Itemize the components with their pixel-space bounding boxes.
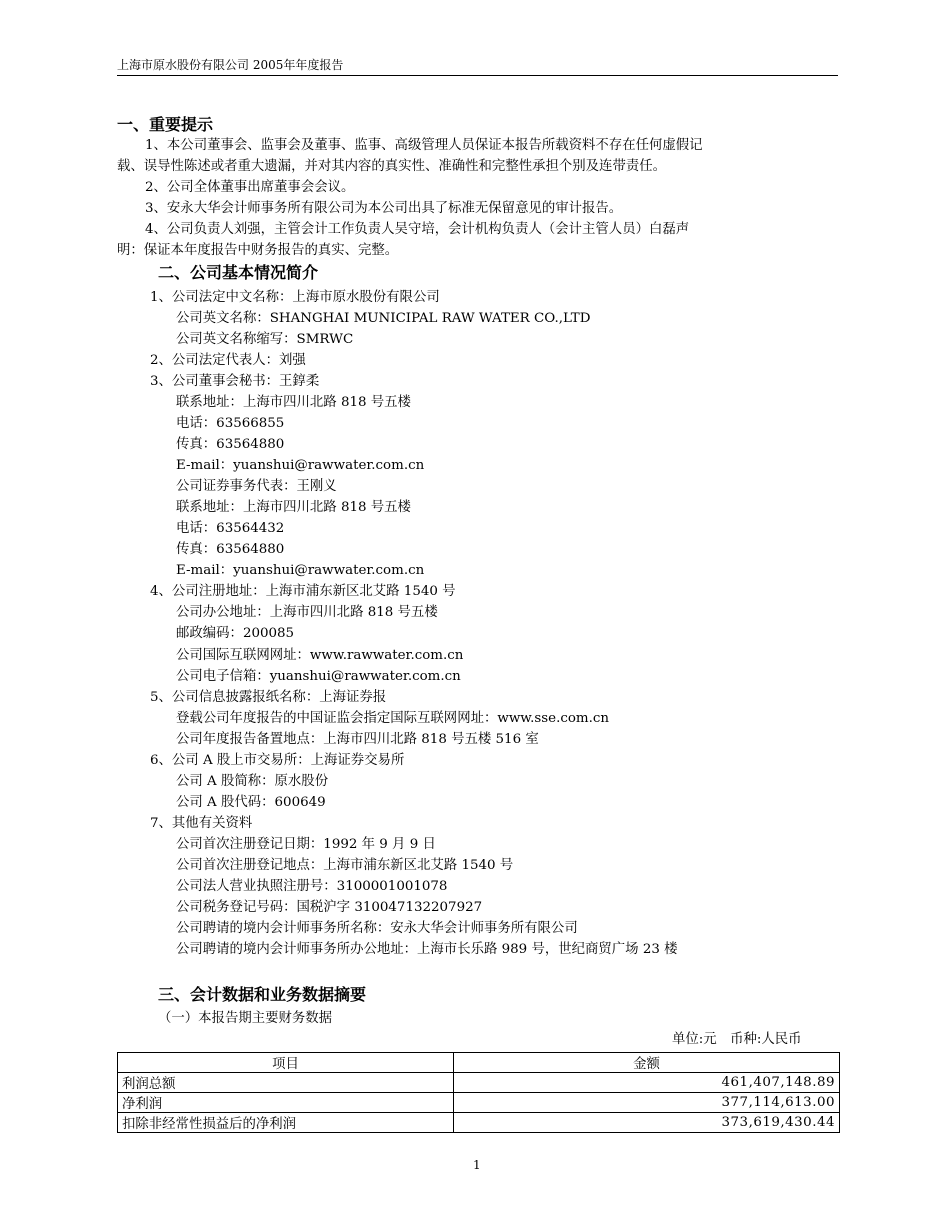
s1-paragraph-3: 3、安永大华会计师事务所有限公司为本公司出具了标准无保留意见的审计报告。 bbox=[145, 201, 623, 216]
s2-line: 公司税务登记号码：国税沪字 310047132207927 bbox=[176, 900, 483, 915]
s2-line: 联系地址：上海市四川北路 818 号五楼 bbox=[176, 395, 411, 410]
s2-line: 电话：63566855 bbox=[176, 416, 285, 431]
header-rule bbox=[117, 75, 838, 76]
table-header-row bbox=[118, 1053, 840, 1073]
s2-line: 传真：63564880 bbox=[176, 542, 285, 557]
table-cell-item: 利润总额 bbox=[118, 1073, 454, 1093]
s3-subtitle: （一）本报告期主要财务数据 bbox=[158, 1011, 333, 1026]
s2-line: 4、公司注册地址：上海市浦东新区北艾路 1540 号 bbox=[150, 584, 456, 599]
table-row bbox=[118, 1093, 840, 1113]
running-header: 上海市原水股份有限公司 2005年年度报告 bbox=[117, 58, 344, 72]
s2-line: 2、公司法定代表人：刘强 bbox=[150, 353, 306, 368]
s2-line: 5、公司信息披露报纸名称：上海证券报 bbox=[150, 690, 387, 705]
section-1-title: 一、重要提示 bbox=[117, 115, 214, 134]
s2-line: 公司首次注册登记日期：1992 年 9 月 9 日 bbox=[176, 837, 436, 852]
s2-line: 公司聘请的境内会计师事务所办公地址：上海市长乐路 989 号，世纪商贸广场 23 楼 bbox=[176, 942, 678, 957]
financial-data-table bbox=[117, 1052, 840, 1133]
table-row bbox=[118, 1113, 840, 1133]
table-cell-amount: 461,407,148.89 bbox=[454, 1073, 840, 1093]
s2-line: 公司 A 股简称：原水股份 bbox=[176, 774, 329, 789]
s2-line: 公司法人营业执照注册号：3100001001078 bbox=[176, 879, 448, 894]
s2-line: E-mail：yuanshui@rawwater.com.cn bbox=[176, 563, 425, 578]
table-cell-amount: 373,619,430.44 bbox=[454, 1113, 840, 1133]
s1-paragraph-1a: 1、本公司董事会、监事会及董事、监事、高级管理人员保证本报告所载资料不存在任何虚假记 bbox=[145, 138, 703, 153]
s2-line: 公司聘请的境内会计师事务所名称：安永大华会计师事务所有限公司 bbox=[176, 921, 578, 936]
s1-paragraph-4a: 4、公司负责人刘强，主管会计工作负责人吴守培，会计机构负责人（会计主管人员）白磊声 bbox=[145, 222, 690, 237]
s2-line: 传真：63564880 bbox=[176, 437, 285, 452]
s2-line: 联系地址：上海市四川北路 818 号五楼 bbox=[176, 500, 411, 515]
s2-line: 公司首次注册登记地点：上海市浦东新区北艾路 1540 号 bbox=[176, 858, 514, 873]
s2-line: 登载公司年度报告的中国证监会指定国际互联网网址：www.sse.com.cn bbox=[176, 711, 609, 726]
s2-line: 1、公司法定中文名称：上海市原水股份有限公司 bbox=[150, 290, 440, 305]
section-2-title: 二、公司基本情况简介 bbox=[158, 263, 319, 282]
s2-line: 7、其他有关资料 bbox=[150, 816, 253, 831]
s2-line: 3、公司董事会秘书：王錞柔 bbox=[150, 374, 320, 389]
table-cell-item: 净利润 bbox=[118, 1093, 454, 1113]
table-cell-amount: 377,114,613.00 bbox=[454, 1093, 840, 1113]
s2-line: 公司电子信箱：yuanshui@rawwater.com.cn bbox=[176, 669, 461, 684]
s1-paragraph-1b: 载、误导性陈述或者重大遗漏，并对其内容的真实性、准确性和完整性承担个别及连带责任。 bbox=[117, 159, 667, 174]
table-row bbox=[118, 1073, 840, 1093]
s1-paragraph-2: 2、公司全体董事出席董事会会议。 bbox=[145, 180, 355, 195]
s2-line: 6、公司 A 股上市交易所：上海证券交易所 bbox=[150, 753, 405, 768]
s2-line: 公司办公地址：上海市四川北路 818 号五楼 bbox=[176, 605, 438, 620]
s2-line: 公司 A 股代码：600649 bbox=[176, 795, 326, 810]
unit-label: 单位:元 币种:人民币 bbox=[672, 1032, 802, 1047]
s1-paragraph-4b: 明：保证本年度报告中财务报告的真实、完整。 bbox=[117, 243, 399, 258]
s2-line: 邮政编码：200085 bbox=[176, 626, 295, 641]
s2-line: 公司年度报告备置地点：上海市四川北路 818 号五楼 516 室 bbox=[176, 732, 539, 747]
s2-line: 公司国际互联网网址：www.rawwater.com.cn bbox=[176, 648, 464, 663]
section-3-title: 三、会计数据和业务数据摘要 bbox=[158, 985, 367, 1004]
s2-line: 公司英文名称缩写：SMRWC bbox=[176, 332, 354, 347]
table-cell-item: 扣除非经常性损益后的净利润 bbox=[118, 1113, 454, 1133]
page-number: 1 bbox=[473, 1158, 481, 1172]
s2-line: 公司英文名称：SHANGHAI MUNICIPAL RAW WATER CO.,LTD bbox=[176, 311, 591, 326]
s2-line: 电话：63564432 bbox=[176, 521, 285, 536]
table-header-cell: 金额 bbox=[454, 1053, 840, 1073]
s2-line: E-mail：yuanshui@rawwater.com.cn bbox=[176, 458, 425, 473]
s2-line: 公司证券事务代表：王刚义 bbox=[176, 479, 337, 494]
table-header-cell: 项目 bbox=[118, 1053, 454, 1073]
